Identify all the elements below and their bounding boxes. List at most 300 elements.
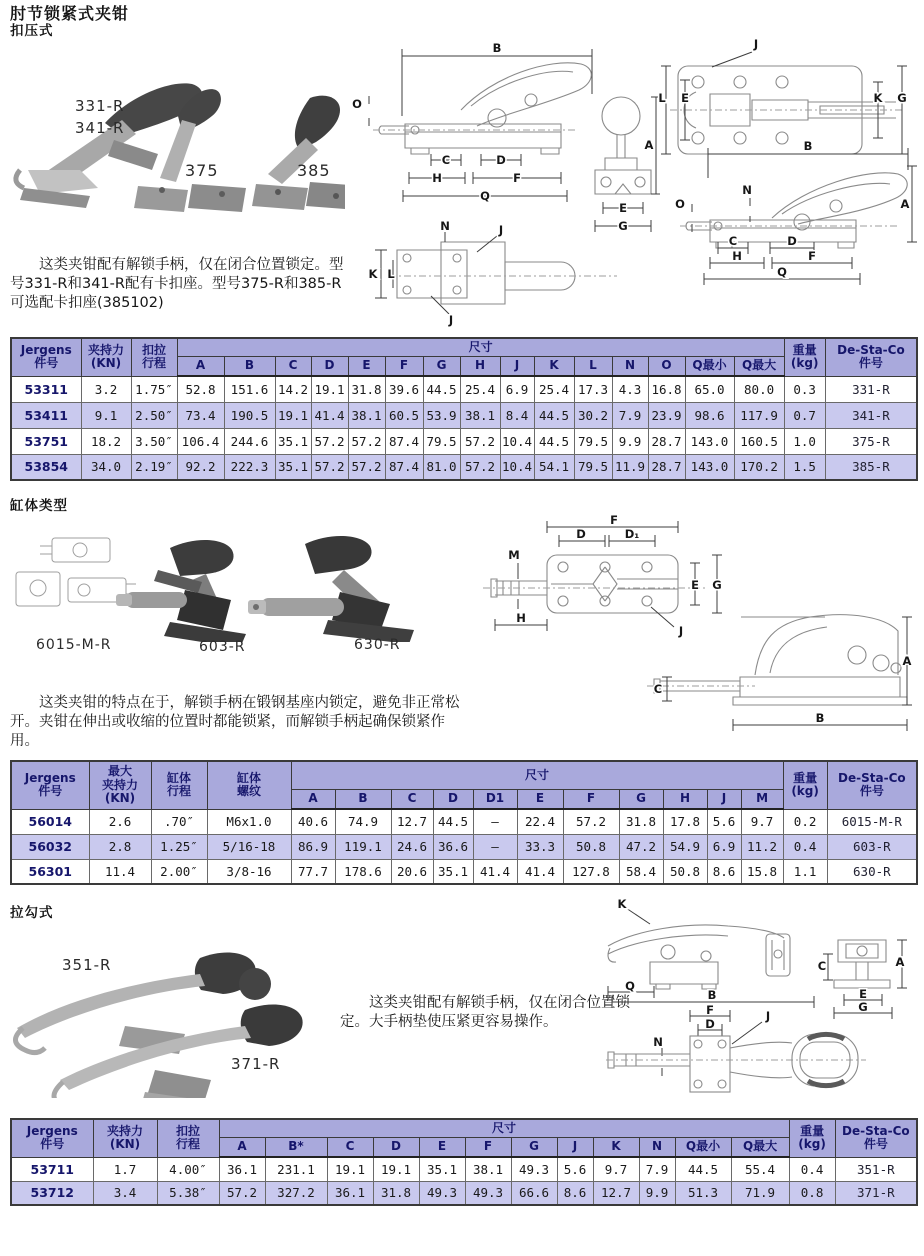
table-header-cell: 扣拉 行程: [131, 338, 177, 376]
dim-label: C: [728, 234, 738, 248]
dim-label: C: [653, 682, 663, 696]
value-cell: 3.4: [93, 1181, 157, 1205]
dim-label: D: [705, 1017, 715, 1031]
dimension-drawing-latch-right: [652, 36, 924, 332]
value-cell: 55.4: [731, 1157, 789, 1181]
dim-label: G: [897, 91, 907, 105]
value-cell: 31.8: [373, 1181, 419, 1205]
value-cell: 2.19″: [131, 454, 177, 480]
table-row: [11, 1157, 917, 1181]
section2-heading: 缸体类型: [10, 498, 68, 514]
desta-co-cell: 375-R: [825, 428, 917, 454]
dim-label: J: [753, 37, 759, 51]
value-cell: 9.9: [639, 1181, 675, 1205]
table-row: [11, 454, 917, 480]
dim-label: J: [678, 624, 684, 638]
value-cell: 44.5: [534, 428, 574, 454]
value-cell: 49.3: [465, 1181, 511, 1205]
dimension-column-header: K: [534, 356, 574, 376]
value-cell: 28.7: [648, 428, 685, 454]
value-cell: 44.5: [433, 809, 473, 834]
dim-label: Q: [625, 979, 635, 993]
value-cell: 41.4: [473, 859, 517, 884]
value-cell: 38.1: [465, 1157, 511, 1181]
dim-label: M: [508, 548, 520, 562]
value-cell: 12.7: [391, 809, 433, 834]
dimension-labels: [658, 37, 909, 279]
part-number-cell: 53711: [11, 1157, 93, 1181]
value-cell: 66.6: [511, 1181, 557, 1205]
value-cell: 3/8-16: [207, 859, 291, 884]
dimension-column-header: F: [465, 1137, 511, 1157]
dim-label: Q: [480, 189, 490, 203]
dimension-column-header: Q最小: [675, 1137, 731, 1157]
value-cell: 0.3: [784, 376, 825, 402]
dim-label: N: [742, 183, 752, 197]
value-cell: 73.4: [177, 402, 224, 428]
table-header-cell: Jergens 件号: [11, 761, 89, 809]
table-header-cell: 夹持力 (KN): [93, 1119, 157, 1157]
dimension-column-header: J: [707, 789, 741, 809]
value-cell: –: [473, 809, 517, 834]
dimension-column-header: H: [663, 789, 707, 809]
dim-label: J: [765, 1009, 771, 1023]
value-cell: 190.5: [224, 402, 275, 428]
value-cell: 25.4: [534, 376, 574, 402]
value-cell: 31.8: [348, 376, 385, 402]
table-header-cell: De-Sta-Co 件号: [825, 338, 917, 376]
value-cell: 98.6: [685, 402, 734, 428]
table-header-cell: Jergens 件号: [11, 1119, 93, 1157]
dimension-column-header: K: [593, 1137, 639, 1157]
dim-label: A: [644, 138, 654, 152]
dim-label: H: [732, 249, 742, 263]
value-cell: 35.1: [275, 428, 311, 454]
dimension-column-header: O: [648, 356, 685, 376]
dim-label: D₁: [624, 527, 640, 541]
desta-co-cell: 341-R: [825, 402, 917, 428]
dim-label: K: [368, 267, 378, 281]
section1-description: 这类夹钳配有解锁手柄，仅在闭合位置锁定。型号331-R和341-R配有卡扣座。型号375-R和385-R可选配卡扣座(385102): [10, 257, 344, 312]
value-cell: 44.5: [423, 376, 460, 402]
dimension-column-header: A: [291, 789, 335, 809]
dimension-column-header: D: [373, 1137, 419, 1157]
value-cell: 57.2: [460, 454, 500, 480]
dimension-drawing-cylinder: [455, 505, 924, 757]
value-cell: 0.4: [783, 834, 827, 859]
dimension-labels: [508, 513, 911, 725]
value-cell: 5/16-18: [207, 834, 291, 859]
value-cell: 57.2: [460, 428, 500, 454]
product-label-351r: 351-R: [62, 956, 112, 974]
value-cell: 5.6: [707, 809, 741, 834]
value-cell: 44.5: [675, 1157, 731, 1181]
value-cell: 81.0: [423, 454, 460, 480]
dim-label: K: [617, 897, 627, 911]
value-cell: 9.1: [81, 402, 131, 428]
value-cell: 57.2: [311, 454, 348, 480]
value-cell: 0.4: [789, 1157, 835, 1181]
value-cell: 19.1: [327, 1157, 373, 1181]
value-cell: 79.5: [574, 454, 612, 480]
dim-label: D: [787, 234, 797, 248]
dimension-column-header: H: [460, 356, 500, 376]
clamp-photo-385: [252, 96, 345, 210]
value-cell: 44.5: [534, 402, 574, 428]
value-cell: 60.5: [385, 402, 423, 428]
value-cell: 6.9: [500, 376, 534, 402]
plan-view: [661, 52, 907, 154]
value-cell: 24.6: [391, 834, 433, 859]
dimension-column-header: N: [612, 356, 648, 376]
dimension-column-header: B: [335, 789, 391, 809]
value-cell: 178.6: [335, 859, 391, 884]
value-cell: 19.1: [373, 1157, 419, 1181]
value-cell: 92.2: [177, 454, 224, 480]
dim-label: G: [712, 578, 722, 592]
value-cell: 57.2: [348, 454, 385, 480]
value-cell: 222.3: [224, 454, 275, 480]
value-cell: 51.3: [675, 1181, 731, 1205]
dim-label: E: [691, 578, 699, 592]
value-cell: 80.0: [734, 376, 784, 402]
product-photos-pull-hook-type: [5, 940, 340, 1098]
table-header-cell: De-Sta-Co 件号: [827, 761, 917, 809]
value-cell: 57.2: [563, 809, 619, 834]
value-cell: 41.4: [517, 859, 563, 884]
value-cell: 11.2: [741, 834, 783, 859]
dimension-column-header: D1: [473, 789, 517, 809]
value-cell: 35.1: [433, 859, 473, 884]
value-cell: 39.6: [385, 376, 423, 402]
end-view: [595, 97, 660, 232]
dimension-column-header: J: [500, 356, 534, 376]
value-cell: 28.7: [648, 454, 685, 480]
value-cell: 143.0: [685, 428, 734, 454]
dim-label: A: [895, 955, 905, 969]
dimension-column-header: E: [348, 356, 385, 376]
section1-heading: 扣压式: [10, 23, 54, 39]
value-cell: 10.4: [500, 454, 534, 480]
desta-co-cell: 630-R: [827, 859, 917, 884]
product-label-6015mr: 6015-M-R: [36, 637, 112, 653]
dimension-column-header: A: [177, 356, 224, 376]
value-cell: 52.8: [177, 376, 224, 402]
value-cell: 41.4: [311, 402, 348, 428]
value-cell: M6x1.0: [207, 809, 291, 834]
part-number-cell: 53712: [11, 1181, 93, 1205]
dim-label: B: [803, 139, 813, 153]
value-cell: 106.4: [177, 428, 224, 454]
dimension-column-header: G: [619, 789, 663, 809]
dimension-column-header: N: [639, 1137, 675, 1157]
value-cell: 54.9: [663, 834, 707, 859]
value-cell: 0.7: [784, 402, 825, 428]
part-number-cell: 53411: [11, 402, 81, 428]
value-cell: 119.1: [335, 834, 391, 859]
dimensions-header: 尺寸: [291, 761, 783, 789]
value-cell: 127.8: [563, 859, 619, 884]
table-cylinder-type: [10, 760, 918, 885]
dim-label: L: [387, 267, 395, 281]
value-cell: 20.6: [391, 859, 433, 884]
side-view: [647, 615, 912, 731]
table-header-cell: 最大 夹持力 (KN): [89, 761, 151, 809]
value-cell: 36.1: [219, 1157, 265, 1181]
dimension-column-header: B: [224, 356, 275, 376]
value-cell: 6.9: [707, 834, 741, 859]
product-label-375: 375: [185, 161, 219, 180]
value-cell: 143.0: [685, 454, 734, 480]
value-cell: 1.75″: [131, 376, 177, 402]
value-cell: 14.2: [275, 376, 311, 402]
value-cell: 18.2: [81, 428, 131, 454]
table-header-cell: 夹持力 (KN): [81, 338, 131, 376]
dimension-labels: [618, 897, 905, 1049]
table-row: [11, 859, 917, 884]
dim-label: C: [441, 153, 451, 167]
dimension-column-header: E: [419, 1137, 465, 1157]
dim-label: O: [675, 197, 685, 211]
dimensions-header: 尺寸: [219, 1119, 789, 1137]
value-cell: 30.2: [574, 402, 612, 428]
value-cell: 87.4: [385, 454, 423, 480]
clamp-photo-603r: [116, 540, 246, 642]
dimension-column-header: C: [327, 1137, 373, 1157]
dim-label: N: [653, 1035, 663, 1049]
part-number-cell: 53311: [11, 376, 81, 402]
dim-label: D: [496, 153, 506, 167]
value-cell: 19.1: [275, 402, 311, 428]
dimension-column-header: M: [741, 789, 783, 809]
part-number-cell: 53751: [11, 428, 81, 454]
table-header-cell: 重量 (kg): [783, 761, 827, 809]
value-cell: 16.8: [648, 376, 685, 402]
part-number-cell: 56301: [11, 859, 89, 884]
value-cell: 1.5: [784, 454, 825, 480]
value-cell: 151.6: [224, 376, 275, 402]
value-cell: 117.9: [734, 402, 784, 428]
desta-co-cell: 371-R: [835, 1181, 917, 1205]
dimension-drawing-pull-hook: [606, 896, 924, 1118]
value-cell: 38.1: [460, 402, 500, 428]
dim-label: H: [516, 611, 526, 625]
value-cell: 22.4: [517, 809, 563, 834]
value-cell: 2.6: [89, 809, 151, 834]
dimension-column-header: Q最大: [731, 1137, 789, 1157]
dimension-column-header: L: [574, 356, 612, 376]
dim-label: E: [859, 987, 867, 1001]
dim-label: B: [492, 41, 502, 55]
value-cell: 7.9: [639, 1157, 675, 1181]
side-view: [680, 148, 917, 285]
table-row: [11, 1181, 917, 1205]
value-cell: 54.1: [534, 454, 574, 480]
dimension-column-header: G: [423, 356, 460, 376]
value-cell: 65.0: [685, 376, 734, 402]
value-cell: 9.7: [593, 1157, 639, 1181]
table-header-cell: De-Sta-Co 件号: [835, 1119, 917, 1157]
value-cell: 57.2: [219, 1181, 265, 1205]
value-cell: 50.8: [663, 859, 707, 884]
dim-label: H: [432, 171, 442, 185]
table-buckle-type: [10, 337, 918, 481]
value-cell: 2.8: [89, 834, 151, 859]
dim-label: O: [352, 97, 362, 111]
product-label-341r: 341-R: [75, 119, 125, 137]
value-cell: 25.4: [460, 376, 500, 402]
dim-label: C: [817, 959, 827, 973]
value-cell: 38.1: [348, 402, 385, 428]
table-header-cell: 重量 (kg): [789, 1119, 835, 1157]
table-header-cell: 缸体 行程: [151, 761, 207, 809]
dimension-column-header: F: [385, 356, 423, 376]
value-cell: 170.2: [734, 454, 784, 480]
value-cell: 35.1: [275, 454, 311, 480]
dim-label: G: [618, 219, 628, 233]
top-view: [375, 232, 617, 314]
table-pull-hook-type: [10, 1118, 918, 1206]
dimension-column-header: Q最大: [734, 356, 784, 376]
value-cell: .70″: [151, 809, 207, 834]
value-cell: 33.3: [517, 834, 563, 859]
value-cell: –: [473, 834, 517, 859]
value-cell: 53.9: [423, 402, 460, 428]
value-cell: 1.25″: [151, 834, 207, 859]
dimensions-header: 尺寸: [177, 338, 784, 356]
dimension-column-header: A: [219, 1137, 265, 1157]
value-cell: 9.7: [741, 809, 783, 834]
dim-label: F: [513, 171, 521, 185]
value-cell: 4.3: [612, 376, 648, 402]
value-cell: 58.4: [619, 859, 663, 884]
value-cell: 74.9: [335, 809, 391, 834]
value-cell: 49.3: [419, 1181, 465, 1205]
value-cell: 57.2: [311, 428, 348, 454]
value-cell: 17.3: [574, 376, 612, 402]
table-row: [11, 402, 917, 428]
value-cell: 12.7: [593, 1181, 639, 1205]
dimension-column-header: J: [557, 1137, 593, 1157]
value-cell: 79.5: [574, 428, 612, 454]
value-cell: 17.8: [663, 809, 707, 834]
value-cell: 57.2: [348, 428, 385, 454]
dimension-column-header: D: [311, 356, 348, 376]
value-cell: 2.50″: [131, 402, 177, 428]
product-label-371r: 371-R: [231, 1055, 281, 1073]
part-number-cell: 56032: [11, 834, 89, 859]
dim-label: J: [448, 313, 454, 327]
dim-label: F: [808, 249, 816, 263]
value-cell: 1.0: [784, 428, 825, 454]
desta-co-cell: 351-R: [835, 1157, 917, 1181]
value-cell: 87.4: [385, 428, 423, 454]
dim-label: K: [873, 91, 883, 105]
dim-label: F: [610, 513, 618, 527]
value-cell: 0.2: [783, 809, 827, 834]
value-cell: 327.2: [265, 1181, 327, 1205]
value-cell: 23.9: [648, 402, 685, 428]
dimension-column-header: C: [275, 356, 311, 376]
value-cell: 31.8: [619, 809, 663, 834]
dim-label: Q: [777, 265, 787, 279]
dim-label: G: [858, 1000, 868, 1014]
dimension-column-header: F: [563, 789, 619, 809]
value-cell: 34.0: [81, 454, 131, 480]
value-cell: 15.8: [741, 859, 783, 884]
value-cell: 8.6: [707, 859, 741, 884]
product-photos-buckle-type: [10, 58, 345, 233]
value-cell: 5.38″: [157, 1181, 219, 1205]
desta-co-cell: 6015-M-R: [827, 809, 917, 834]
dim-label: E: [681, 91, 689, 105]
desta-co-cell: 603-R: [827, 834, 917, 859]
value-cell: 244.6: [224, 428, 275, 454]
desta-co-cell: 385-R: [825, 454, 917, 480]
value-cell: 10.4: [500, 428, 534, 454]
clamp-photo-630r: [248, 536, 414, 642]
side-view: [369, 49, 592, 202]
product-label-603r: 603-R: [199, 639, 246, 655]
product-label-385: 385: [297, 161, 331, 180]
value-cell: 9.9: [612, 428, 648, 454]
dimension-column-header: G: [511, 1137, 557, 1157]
value-cell: 8.4: [500, 402, 534, 428]
part-number-cell: 56014: [11, 809, 89, 834]
dimension-column-header: E: [517, 789, 563, 809]
value-cell: 19.1: [311, 376, 348, 402]
page-title: 肘节锁紧式夹钳: [10, 4, 130, 23]
plan-view: [606, 1010, 866, 1092]
table-header-cell: 扣拉 行程: [157, 1119, 219, 1157]
table-header-cell: 重量 (kg): [784, 338, 825, 376]
section3-description: 这类夹钳配有解锁手柄，仅在闭合位置锁定。大手柄垫使压紧更容易操作。: [340, 995, 630, 1031]
value-cell: 5.6: [557, 1157, 593, 1181]
value-cell: 3.50″: [131, 428, 177, 454]
dim-label: B: [707, 988, 717, 1002]
table-header-cell: Jergens 件号: [11, 338, 81, 376]
dim-label: J: [498, 223, 504, 237]
product-label-331r: 331-R: [75, 97, 125, 115]
value-cell: 49.3: [511, 1157, 557, 1181]
value-cell: 7.9: [612, 402, 648, 428]
value-cell: 47.2: [619, 834, 663, 859]
dimension-drawing-latch-main: [345, 36, 660, 332]
dim-label: A: [900, 197, 910, 211]
value-cell: 86.9: [291, 834, 335, 859]
value-cell: 8.6: [557, 1181, 593, 1205]
section2-description: 这类夹钳的特点在于，解锁手柄在锻钢基座内锁定，避免非正常松开。夹钳在伸出或收缩的位置时都能锁紧，而解锁手柄起确保锁紧作用。: [10, 695, 460, 750]
value-cell: 40.6: [291, 809, 335, 834]
section3-heading: 拉勾式: [10, 905, 54, 921]
value-cell: 36.1: [327, 1181, 373, 1205]
value-cell: 77.7: [291, 859, 335, 884]
value-cell: 0.8: [789, 1181, 835, 1205]
value-cell: 3.2: [81, 376, 131, 402]
value-cell: 71.9: [731, 1181, 789, 1205]
value-cell: 79.5: [423, 428, 460, 454]
table-row: [11, 376, 917, 402]
value-cell: 1.1: [783, 859, 827, 884]
value-cell: 11.4: [89, 859, 151, 884]
part-number-cell: 53854: [11, 454, 81, 480]
table-header-cell: 缸体 螺纹: [207, 761, 291, 809]
dimension-column-header: Q最小: [685, 356, 734, 376]
dim-label: B: [815, 711, 825, 725]
dimension-column-header: D: [433, 789, 473, 809]
value-cell: 50.8: [563, 834, 619, 859]
value-cell: 2.00″: [151, 859, 207, 884]
